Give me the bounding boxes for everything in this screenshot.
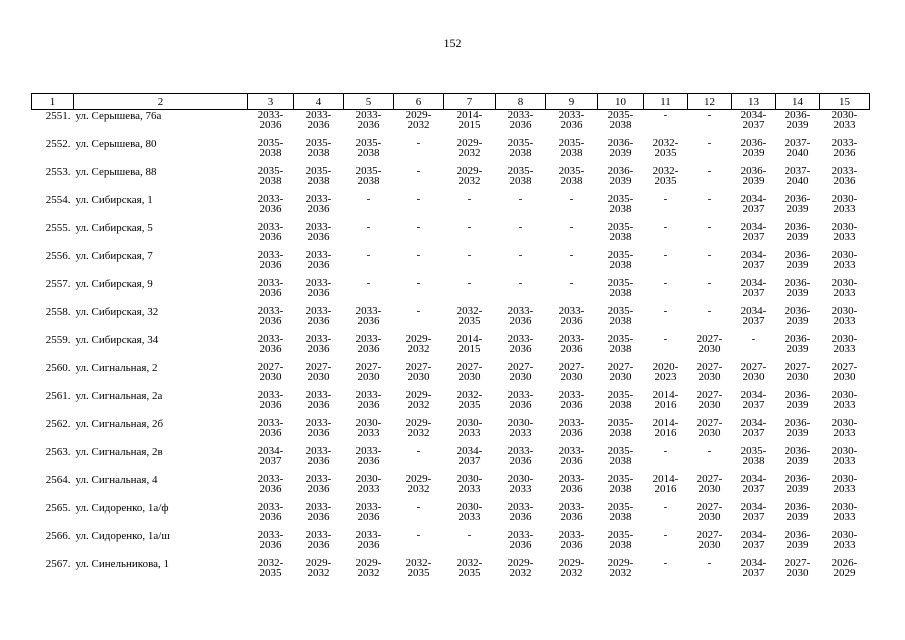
value-cell: 2033- 2036 xyxy=(507,529,534,551)
value-cell: - xyxy=(663,305,668,317)
value-cell: 2035- 2038 xyxy=(607,193,634,215)
value-cell: - xyxy=(663,277,668,289)
table-row xyxy=(32,278,870,306)
value-cell: 2035- 2038 xyxy=(607,389,634,411)
value-cell: 2034- 2037 xyxy=(257,445,284,467)
row-number: 2557. xyxy=(45,278,71,290)
value-cell: 2033- 2036 xyxy=(257,221,284,243)
row-number: 2562. xyxy=(45,418,71,430)
value-cell: 2037- 2040 xyxy=(784,137,811,159)
row-number: 2555. xyxy=(45,222,71,234)
value-cell: 2014- 2016 xyxy=(652,389,679,411)
value-cell: 2014- 2016 xyxy=(652,417,679,439)
address-cell: ул. Сибирская, 32 xyxy=(75,306,159,318)
page-number: 152 xyxy=(443,36,462,50)
value-cell: - xyxy=(707,109,712,121)
value-cell: 2033- 2036 xyxy=(831,165,858,187)
value-cell: 2036- 2039 xyxy=(740,137,767,159)
value-cell: 2027- 2030 xyxy=(696,529,723,551)
schedule-table xyxy=(31,93,870,586)
value-cell: 2027- 2030 xyxy=(696,501,723,523)
value-cell: 2033- 2036 xyxy=(558,417,585,439)
value-cell: 2030- 2033 xyxy=(456,501,483,523)
row-number: 2554. xyxy=(45,194,71,206)
value-cell: 2027- 2030 xyxy=(784,361,811,383)
value-cell: - xyxy=(416,137,421,149)
value-cell: 2035- 2038 xyxy=(607,221,634,243)
value-cell: - xyxy=(416,277,421,289)
value-cell: 2034- 2037 xyxy=(740,221,767,243)
table-row xyxy=(32,474,870,502)
table-body xyxy=(32,110,870,587)
value-cell: 2033- 2036 xyxy=(507,305,534,327)
value-cell: 2029- 2032 xyxy=(507,557,534,579)
value-cell: 2033- 2036 xyxy=(355,529,382,551)
value-cell: - xyxy=(366,221,371,233)
value-cell: - xyxy=(663,193,668,205)
value-cell: 2030- 2033 xyxy=(831,193,858,215)
value-cell: - xyxy=(416,221,421,233)
value-cell: 2034- 2037 xyxy=(740,193,767,215)
value-cell: - xyxy=(416,305,421,317)
value-cell: - xyxy=(569,249,574,261)
row-number: 2565. xyxy=(45,502,71,514)
address-cell: ул. Сигнальная, 2в xyxy=(75,446,163,458)
address-cell: ул. Сигнальная, 2а xyxy=(75,390,163,402)
value-cell: 2036- 2039 xyxy=(607,137,634,159)
table-row xyxy=(32,166,870,194)
value-cell: 2033- 2036 xyxy=(507,333,534,355)
value-cell: 2030- 2033 xyxy=(355,473,382,495)
address-cell: ул. Сибирская, 1 xyxy=(75,194,153,206)
table-row xyxy=(32,362,870,390)
value-cell: 2033- 2036 xyxy=(305,473,332,495)
value-cell: 2035- 2038 xyxy=(607,529,634,551)
value-cell: 2030- 2033 xyxy=(355,417,382,439)
table-row xyxy=(32,530,870,558)
row-number: 2551. xyxy=(45,110,71,122)
value-cell: 2027- 2030 xyxy=(607,361,634,383)
value-cell: - xyxy=(663,333,668,345)
table-row xyxy=(32,502,870,530)
value-cell: 2033- 2036 xyxy=(305,333,332,355)
value-cell: 2033- 2036 xyxy=(507,501,534,523)
value-cell: 2027- 2030 xyxy=(696,473,723,495)
value-cell: 2034- 2037 xyxy=(740,501,767,523)
value-cell: 2027- 2030 xyxy=(696,361,723,383)
value-cell: 2033- 2036 xyxy=(558,445,585,467)
value-cell: 2034- 2037 xyxy=(740,109,767,131)
address-cell: ул. Серышева, 80 xyxy=(75,138,157,150)
value-cell: 2030- 2033 xyxy=(831,221,858,243)
value-cell: - xyxy=(518,193,523,205)
value-cell: - xyxy=(467,249,472,261)
column-header: 3 xyxy=(248,94,294,110)
value-cell: - xyxy=(467,193,472,205)
value-cell: - xyxy=(663,529,668,541)
value-cell: 2033- 2036 xyxy=(558,473,585,495)
value-cell: 2030- 2033 xyxy=(831,529,858,551)
value-cell: 2033- 2036 xyxy=(257,473,284,495)
value-cell: 2014- 2016 xyxy=(652,473,679,495)
value-cell: - xyxy=(416,193,421,205)
value-cell: 2029- 2032 xyxy=(607,557,634,579)
table-row xyxy=(32,110,870,139)
value-cell: - xyxy=(416,249,421,261)
value-cell: - xyxy=(416,165,421,177)
value-cell: - xyxy=(707,165,712,177)
row-number: 2552. xyxy=(45,138,71,150)
value-cell: 2027- 2030 xyxy=(784,557,811,579)
column-header: 12 xyxy=(688,94,732,110)
value-cell: 2036- 2039 xyxy=(784,109,811,131)
row-number: 2559. xyxy=(45,334,71,346)
value-cell: 2036- 2039 xyxy=(784,277,811,299)
value-cell: 2033- 2036 xyxy=(305,109,332,131)
address-cell: ул. Сигнальная, 2б xyxy=(75,418,164,430)
value-cell: - xyxy=(663,501,668,513)
column-header: 6 xyxy=(394,94,444,110)
value-cell: 2035- 2038 xyxy=(355,137,382,159)
value-cell: 2030- 2033 xyxy=(831,473,858,495)
row-number: 2564. xyxy=(45,474,71,486)
value-cell: - xyxy=(663,109,668,121)
value-cell: 2035- 2038 xyxy=(355,165,382,187)
value-cell: 2027- 2030 xyxy=(405,361,432,383)
value-cell: - xyxy=(467,277,472,289)
value-cell: - xyxy=(467,221,472,233)
value-cell: 2032- 2035 xyxy=(456,557,483,579)
value-cell: - xyxy=(707,193,712,205)
value-cell: 2033- 2036 xyxy=(355,333,382,355)
value-cell: 2027- 2030 xyxy=(558,361,585,383)
value-cell: 2030- 2033 xyxy=(831,277,858,299)
value-cell: - xyxy=(366,193,371,205)
table-row xyxy=(32,306,870,334)
value-cell: - xyxy=(663,445,668,457)
value-cell: 2033- 2036 xyxy=(305,389,332,411)
address-cell: ул. Сидоренко, 1а/ш xyxy=(75,530,170,542)
address-cell: ул. Сибирская, 9 xyxy=(75,278,153,290)
value-cell: 2036- 2039 xyxy=(740,165,767,187)
column-header: 15 xyxy=(820,94,870,110)
value-cell: - xyxy=(707,249,712,261)
value-cell: 2036- 2039 xyxy=(784,417,811,439)
value-cell: 2035- 2038 xyxy=(257,165,284,187)
value-cell: 2036- 2039 xyxy=(784,389,811,411)
value-cell: 2033- 2036 xyxy=(257,193,284,215)
value-cell: 2033- 2036 xyxy=(507,389,534,411)
column-header: 1 xyxy=(32,94,74,110)
value-cell: 2036- 2039 xyxy=(784,249,811,271)
value-cell: 2035- 2038 xyxy=(607,445,634,467)
value-cell: 2036- 2039 xyxy=(607,165,634,187)
value-cell: 2034- 2037 xyxy=(740,473,767,495)
value-cell: - xyxy=(569,277,574,289)
value-cell: 2034- 2037 xyxy=(456,445,483,467)
value-cell: 2035- 2038 xyxy=(607,109,634,131)
value-cell: 2033- 2036 xyxy=(558,501,585,523)
value-cell: 2030- 2033 xyxy=(507,417,534,439)
value-cell: - xyxy=(663,557,668,569)
value-cell: - xyxy=(707,277,712,289)
value-cell: 2035- 2038 xyxy=(740,445,767,467)
value-cell: - xyxy=(518,221,523,233)
column-header: 5 xyxy=(344,94,394,110)
value-cell: 2033- 2036 xyxy=(305,417,332,439)
value-cell: 2033- 2036 xyxy=(305,277,332,299)
value-cell: 2033- 2036 xyxy=(558,333,585,355)
value-cell: 2035- 2038 xyxy=(507,137,534,159)
value-cell: 2014- 2015 xyxy=(456,109,483,131)
value-cell: 2033- 2036 xyxy=(355,501,382,523)
table-row xyxy=(32,222,870,250)
row-number: 2560. xyxy=(45,362,71,374)
value-cell: 2029- 2032 xyxy=(456,165,483,187)
column-header: 10 xyxy=(598,94,644,110)
value-cell: 2035- 2038 xyxy=(607,249,634,271)
value-cell: 2035- 2038 xyxy=(305,165,332,187)
value-cell: 2035- 2038 xyxy=(507,165,534,187)
value-cell: 2033- 2036 xyxy=(257,389,284,411)
value-cell: 2035- 2038 xyxy=(607,305,634,327)
value-cell: 2027- 2030 xyxy=(696,389,723,411)
value-cell: 2029- 2032 xyxy=(405,109,432,131)
row-number: 2556. xyxy=(45,250,71,262)
value-cell: - xyxy=(416,529,421,541)
value-cell: - xyxy=(751,333,756,345)
address-cell: ул. Серышева, 76а xyxy=(75,110,162,122)
value-cell: 2030- 2033 xyxy=(831,249,858,271)
value-cell: 2033- 2036 xyxy=(507,445,534,467)
value-cell: - xyxy=(663,221,668,233)
address-cell: ул. Сибирская, 7 xyxy=(75,250,153,262)
table-row xyxy=(32,138,870,166)
value-cell: 2030- 2033 xyxy=(831,445,858,467)
value-cell: 2034- 2037 xyxy=(740,305,767,327)
value-cell: 2026- 2029 xyxy=(831,557,858,579)
value-cell: 2034- 2037 xyxy=(740,249,767,271)
value-cell: 2035- 2038 xyxy=(257,137,284,159)
value-cell: - xyxy=(707,137,712,149)
value-cell: - xyxy=(518,249,523,261)
value-cell: 2033- 2036 xyxy=(831,137,858,159)
value-cell: 2030- 2033 xyxy=(456,473,483,495)
value-cell: 2036- 2039 xyxy=(784,445,811,467)
value-cell: 2033- 2036 xyxy=(257,249,284,271)
value-cell: 2029- 2032 xyxy=(405,333,432,355)
value-cell: - xyxy=(467,529,472,541)
table-row xyxy=(32,334,870,362)
address-cell: ул. Сидоренко, 1а/ф xyxy=(75,502,169,514)
value-cell: 2034- 2037 xyxy=(740,417,767,439)
value-cell: 2035- 2038 xyxy=(607,473,634,495)
value-cell: 2035- 2038 xyxy=(607,417,634,439)
value-cell: 2034- 2037 xyxy=(740,277,767,299)
value-cell: 2020- 2023 xyxy=(652,361,679,383)
value-cell: 2032- 2035 xyxy=(456,305,483,327)
value-cell: 2027- 2030 xyxy=(355,361,382,383)
column-header: 9 xyxy=(546,94,598,110)
table-row xyxy=(32,418,870,446)
value-cell: 2029- 2032 xyxy=(405,417,432,439)
value-cell: 2030- 2033 xyxy=(831,305,858,327)
value-cell: 2029- 2032 xyxy=(558,557,585,579)
address-cell: ул. Синельникова, 1 xyxy=(75,558,169,570)
row-number: 2563. xyxy=(45,446,71,458)
value-cell: 2027- 2030 xyxy=(507,361,534,383)
value-cell: 2032- 2035 xyxy=(405,557,432,579)
value-cell: 2035- 2038 xyxy=(305,137,332,159)
value-cell: 2032- 2035 xyxy=(652,165,679,187)
value-cell: - xyxy=(366,277,371,289)
address-cell: ул. Серышева, 88 xyxy=(75,166,157,178)
value-cell: 2033- 2036 xyxy=(558,109,585,131)
value-cell: 2029- 2032 xyxy=(456,137,483,159)
value-cell: - xyxy=(707,557,712,569)
value-cell: 2033- 2036 xyxy=(305,249,332,271)
value-cell: 2029- 2032 xyxy=(305,557,332,579)
header-row xyxy=(32,94,870,110)
value-cell: 2033- 2036 xyxy=(305,529,332,551)
value-cell: 2035- 2038 xyxy=(558,165,585,187)
value-cell: 2035- 2038 xyxy=(607,501,634,523)
value-cell: - xyxy=(416,445,421,457)
column-header: 11 xyxy=(644,94,688,110)
value-cell: 2033- 2036 xyxy=(558,529,585,551)
row-number: 2561. xyxy=(45,390,71,402)
value-cell: - xyxy=(366,249,371,261)
value-cell: 2034- 2037 xyxy=(740,529,767,551)
value-cell: - xyxy=(707,445,712,457)
value-cell: 2014- 2015 xyxy=(456,333,483,355)
value-cell: 2030- 2033 xyxy=(831,333,858,355)
column-header: 7 xyxy=(444,94,496,110)
value-cell: 2030- 2033 xyxy=(831,389,858,411)
table-row xyxy=(32,558,870,586)
value-cell: 2030- 2033 xyxy=(831,109,858,131)
value-cell: 2032- 2035 xyxy=(257,557,284,579)
value-cell: 2033- 2036 xyxy=(257,501,284,523)
row-number: 2553. xyxy=(45,166,71,178)
value-cell: 2032- 2035 xyxy=(456,389,483,411)
value-cell: 2033- 2036 xyxy=(507,109,534,131)
value-cell: 2033- 2036 xyxy=(257,333,284,355)
row-number: 2566. xyxy=(45,530,71,542)
value-cell: 2033- 2036 xyxy=(305,193,332,215)
value-cell: 2033- 2036 xyxy=(355,305,382,327)
value-cell: 2033- 2036 xyxy=(257,417,284,439)
value-cell: 2034- 2037 xyxy=(740,389,767,411)
value-cell: 2033- 2036 xyxy=(355,109,382,131)
value-cell: 2036- 2039 xyxy=(784,333,811,355)
row-number: 2567. xyxy=(45,558,71,570)
value-cell: 2027- 2030 xyxy=(305,361,332,383)
value-cell: 2033- 2036 xyxy=(257,529,284,551)
value-cell: 2035- 2038 xyxy=(607,333,634,355)
value-cell: 2027- 2030 xyxy=(740,361,767,383)
value-cell: 2033- 2036 xyxy=(558,305,585,327)
table-row xyxy=(32,194,870,222)
value-cell: 2033- 2036 xyxy=(355,389,382,411)
value-cell: 2033- 2036 xyxy=(305,501,332,523)
value-cell: 2036- 2039 xyxy=(784,221,811,243)
value-cell: 2029- 2032 xyxy=(405,389,432,411)
value-cell: 2027- 2030 xyxy=(257,361,284,383)
value-cell: - xyxy=(518,277,523,289)
value-cell: 2030- 2033 xyxy=(831,501,858,523)
row-number: 2558. xyxy=(45,306,71,318)
value-cell: 2035- 2038 xyxy=(558,137,585,159)
value-cell: 2033- 2036 xyxy=(558,389,585,411)
column-header: 14 xyxy=(776,94,820,110)
value-cell: 2027- 2030 xyxy=(456,361,483,383)
value-cell: 2029- 2032 xyxy=(355,557,382,579)
value-cell: 2036- 2039 xyxy=(784,193,811,215)
table-row xyxy=(32,446,870,474)
value-cell: - xyxy=(707,221,712,233)
value-cell: 2035- 2038 xyxy=(607,277,634,299)
value-cell: 2027- 2030 xyxy=(696,333,723,355)
column-header: 2 xyxy=(74,94,248,110)
value-cell: 2033- 2036 xyxy=(305,445,332,467)
value-cell: 2036- 2039 xyxy=(784,473,811,495)
value-cell: 2036- 2039 xyxy=(784,529,811,551)
value-cell: 2030- 2033 xyxy=(507,473,534,495)
value-cell: 2033- 2036 xyxy=(305,221,332,243)
column-header: 13 xyxy=(732,94,776,110)
table-row xyxy=(32,390,870,418)
value-cell: 2033- 2036 xyxy=(355,445,382,467)
value-cell: 2033- 2036 xyxy=(257,277,284,299)
value-cell: - xyxy=(663,249,668,261)
column-header: 8 xyxy=(496,94,546,110)
value-cell: 2036- 2039 xyxy=(784,501,811,523)
value-cell: 2033- 2036 xyxy=(257,109,284,131)
value-cell: - xyxy=(416,501,421,513)
value-cell: - xyxy=(569,193,574,205)
value-cell: 2030- 2033 xyxy=(831,417,858,439)
column-header: 4 xyxy=(294,94,344,110)
value-cell: 2033- 2036 xyxy=(305,305,332,327)
value-cell: 2033- 2036 xyxy=(257,305,284,327)
table-row xyxy=(32,250,870,278)
value-cell: 2036- 2039 xyxy=(784,305,811,327)
address-cell: ул. Сибирская, 5 xyxy=(75,222,153,234)
value-cell: 2029- 2032 xyxy=(405,473,432,495)
value-cell: 2034- 2037 xyxy=(740,557,767,579)
address-cell: ул. Сигнальная, 2 xyxy=(75,362,158,374)
value-cell: - xyxy=(707,305,712,317)
value-cell: 2027- 2030 xyxy=(831,361,858,383)
address-cell: ул. Сигнальная, 4 xyxy=(75,474,158,486)
value-cell: - xyxy=(569,221,574,233)
value-cell: 2032- 2035 xyxy=(652,137,679,159)
value-cell: 2030- 2033 xyxy=(456,417,483,439)
value-cell: 2027- 2030 xyxy=(696,417,723,439)
value-cell: 2037- 2040 xyxy=(784,165,811,187)
address-cell: ул. Сибирская, 34 xyxy=(75,334,159,346)
